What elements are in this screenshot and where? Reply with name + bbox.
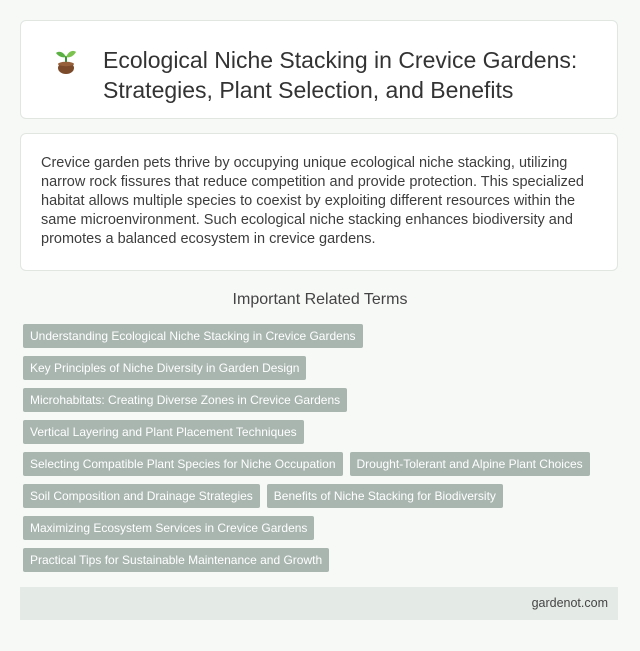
tag-row bbox=[23, 356, 623, 380]
related-term-tag[interactable]: Selecting Compatible Plant Species for Niche Occupation bbox=[23, 452, 343, 476]
description-card bbox=[20, 133, 618, 271]
related-term-tag[interactable]: Key Principles of Niche Diversity in Garden Design bbox=[23, 356, 306, 380]
related-term-tag[interactable]: Maximizing Ecosystem Services in Crevice Gardens bbox=[23, 516, 314, 540]
related-term-tag[interactable]: Benefits of Niche Stacking for Biodiversity bbox=[267, 484, 503, 508]
related-term-tag[interactable]: Practical Tips for Sustainable Maintenance and Growth bbox=[23, 548, 329, 572]
tag-row bbox=[23, 548, 623, 572]
tag-row bbox=[23, 388, 623, 412]
related-terms-list bbox=[23, 324, 623, 580]
page-title bbox=[103, 45, 577, 105]
tag-row bbox=[23, 484, 623, 508]
related-terms-heading: Important Related Terms bbox=[232, 291, 408, 308]
page-title-line-2: Strategies, Plant Selection, and Benefits bbox=[103, 77, 514, 103]
page-title-line-1: Ecological Niche Stacking in Crevice Gardens: bbox=[103, 47, 578, 73]
description-text: Crevice garden pets thrive by occupying unique ecological niche stacking, utilizing narrow rock fissures that reduce competition and provide protection. This specialized habitat allows multiple species to coexist by exploiting different resources within the same microenvironment. Such ecological niche stacking enhances biodiversity and promotes a balanced ecosystem in crevice gardens. bbox=[41, 155, 584, 247]
footer bbox=[20, 587, 618, 620]
related-term-tag[interactable]: Understanding Ecological Niche Stacking in Crevice Gardens bbox=[23, 324, 363, 348]
header bbox=[21, 21, 617, 105]
related-term-tag[interactable]: Drought-Tolerant and Alpine Plant Choices bbox=[350, 452, 590, 476]
header-card bbox=[20, 20, 618, 119]
related-term-tag[interactable]: Soil Composition and Drainage Strategies bbox=[23, 484, 260, 508]
tag-row bbox=[23, 516, 623, 540]
tag-row bbox=[23, 420, 623, 444]
footer-site-link[interactable]: gardenot.com bbox=[531, 596, 608, 610]
sprout-icon bbox=[55, 47, 77, 75]
tag-row bbox=[23, 324, 623, 348]
tag-row bbox=[23, 452, 623, 476]
related-term-tag[interactable]: Vertical Layering and Plant Placement Techniques bbox=[23, 420, 304, 444]
related-term-tag[interactable]: Microhabitats: Creating Diverse Zones in Crevice Gardens bbox=[23, 388, 347, 412]
